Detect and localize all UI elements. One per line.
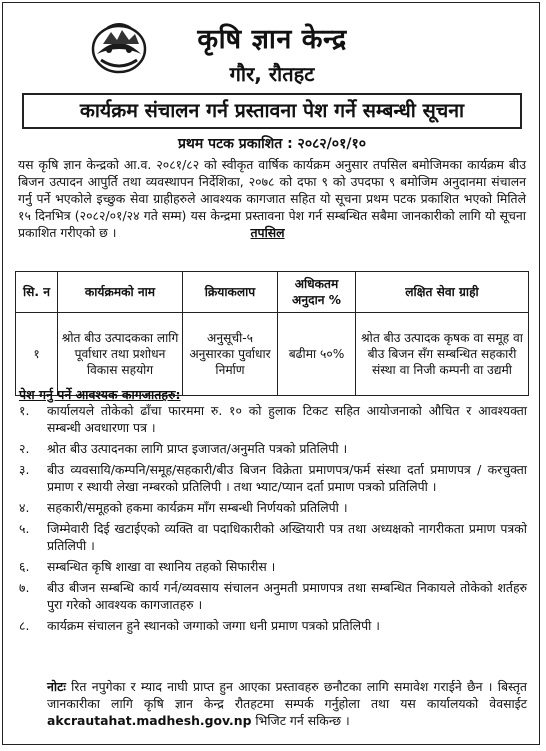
item-number: ५. [19,521,30,536]
col-header-sn: सि. न [16,272,58,313]
office-location: गौर, रौतहट [229,62,315,86]
documents-list [19,402,527,638]
intro-spacer [120,225,246,240]
item-text: कार्यालयले तोकेको ढाँचा फारममा रु. १० को हुलाक टिकट सहित आयोजनाको औचित र आवश्यक्ता सम्बन्धी अवधारणा पत्र । [47,403,527,435]
item-number: ८. [19,618,30,633]
publication-date: प्रथम पटक प्रकाशित : २०८२/०१/१० [177,136,367,152]
item-number: ६. [19,559,30,574]
intro-paragraph [18,156,526,241]
schedule-subheading: तपसिल [250,225,285,240]
item-number: २. [19,441,30,456]
list-item [19,558,527,575]
list-item [19,617,527,634]
cell-activity: अनुसूची-५ अनुसारका पुर्वाधार निर्माण [183,313,278,396]
item-number: ३. [19,462,30,477]
list-item [19,440,527,457]
notice-title: कार्यक्रम संचालन गर्न प्रस्तावना पेश गर्ने सम्बन्धी सूचना [22,93,522,129]
note-suffix: भिजिट गर्न सकिन्छ । [255,713,350,728]
item-text: कार्यक्रम संचालन हुने स्थानको जग्गाको जग्गा धनी प्रमाण पत्रको प्रतिलिपी । [47,618,380,633]
list-item [19,499,527,516]
item-number: १. [19,403,30,418]
intro-text: यस कृषि ज्ञान केन्द्रको आ.व. २०८१/८२ को स्वीकृत वार्षिक कार्यक्रम अनुसार तपसिल बमोजिमका कार्यक्रम बीउ बिजन उत्पादन आपुर्ति तथा व्यवस्थापन निर्देशिका, २०७८ को दफा ९ को उपदफा ९ बमोजिम अनुदानमा संचालन गर्नु पर्ने भएकोले इच्छुक सेवा ग्राहीहरुले आवश्यक कागजात सहित यो सूचना प्रथम पटक प्रकाशित भएको मितिले १५ दिनभित्र (२०८२/०१/२४ गते सम्म) यस केन्द्रमा प्रस्तावना पेश गर्न सम्बन्धित सबैमा जानकारीको लागि यो सूचना प्रकाशित गरीएको छ । [18,157,526,240]
col-header-activity: क्रियाकलाप [183,272,278,313]
item-number: ४. [19,500,30,515]
list-item [19,520,527,554]
item-text: श्रोत बीउ उत्पादनका लागि प्राप्त इजाजत/अनुमति पत्रको प्रतिलिपी । [47,441,348,456]
item-text: बीउ बीजन सम्बन्धि कार्य गर्न/व्यवसाय संचालन अनुमती प्रमाणपत्र तथा सम्बन्धित निकायले तोकेको शर्तहरु पुरा गरेको आवश्यक कागजातहरु । [47,580,527,612]
table-row [16,313,529,396]
item-text: सम्बन्धित कृषि शाखा वा स्थानिय तहको सिफारीस । [47,559,276,574]
list-item [19,461,527,495]
cell-program: श्रोत बीउ उत्पादकका लागि पूर्वाधार तथा प्रशोधन विकास सहयोग [58,313,183,396]
item-text: सहकारी/समूहको हकमा कार्यक्रम माँग सम्बन्धी निर्णयको प्रतिलिपी । [47,500,348,515]
col-header-target: लक्षित सेवा ग्राही [356,272,529,313]
col-header-program: कार्यक्रमको नाम [58,272,183,313]
cell-sn: १ [16,313,58,396]
item-number: ७. [19,580,30,595]
cell-target: श्रोत बीउ उत्पादक कृषक वा समूह वा बीउ बिजन सँग सम्बन्धित सहकारी संस्था वा निजी कम्पनी वा उद्यमी [356,313,529,396]
list-item [19,402,527,436]
cell-max-grant: बढीमा ५०% [278,313,356,396]
table-header-row [16,272,529,313]
note-paragraph [47,678,527,729]
item-text: जिम्मेवारी दिई खटाईएको व्यक्ति वा पदाधिकारीको अख्तियारी पत्र तथा अध्यक्षको नागरीकता प्रमाण पत्रको प्रतिलिपी । [47,521,527,553]
note-text: रित नपुगेका र म्याद नाघी प्राप्त हुन आएका प्रस्तावहरु छनौटका लागि समावेश गराईने छैन । बिस्तृत जानकारीका लागि कृषि ज्ञान केन्द्र रौतहटमा सम्पर्क गर्नुहोला तथा यस कार्यालयको वेवसाईट [47,679,527,711]
item-text: बीउ व्यवसायि/कम्पनि/समूह/सहकारी/बीउ बिजन विक्रेता प्रमाणपत्र/फर्म संस्था दर्ता प्रमाणपत्र / करचुक्ता प्रमाण र स्थायी लेखा नम्बरको प्रतिलिपी । तथा भ्याट/प्यान दर्ता प्रमाण पत्रको प्रतिलिपी । [47,462,527,494]
notice-frame [2,2,540,745]
list-item [19,579,527,613]
documents-heading: पेश गर्नु पर्ने आवश्यक कागजातहरु: [19,387,181,402]
office-name: कृषि ज्ञान केन्द्र [197,24,347,55]
program-table [15,271,529,396]
note-label: नोटः [47,679,66,694]
col-header-max-grant: अधिकतम अनुदान % [278,272,356,313]
website-link[interactable]: akcrautahat.madhesh.gov.np [47,713,252,728]
